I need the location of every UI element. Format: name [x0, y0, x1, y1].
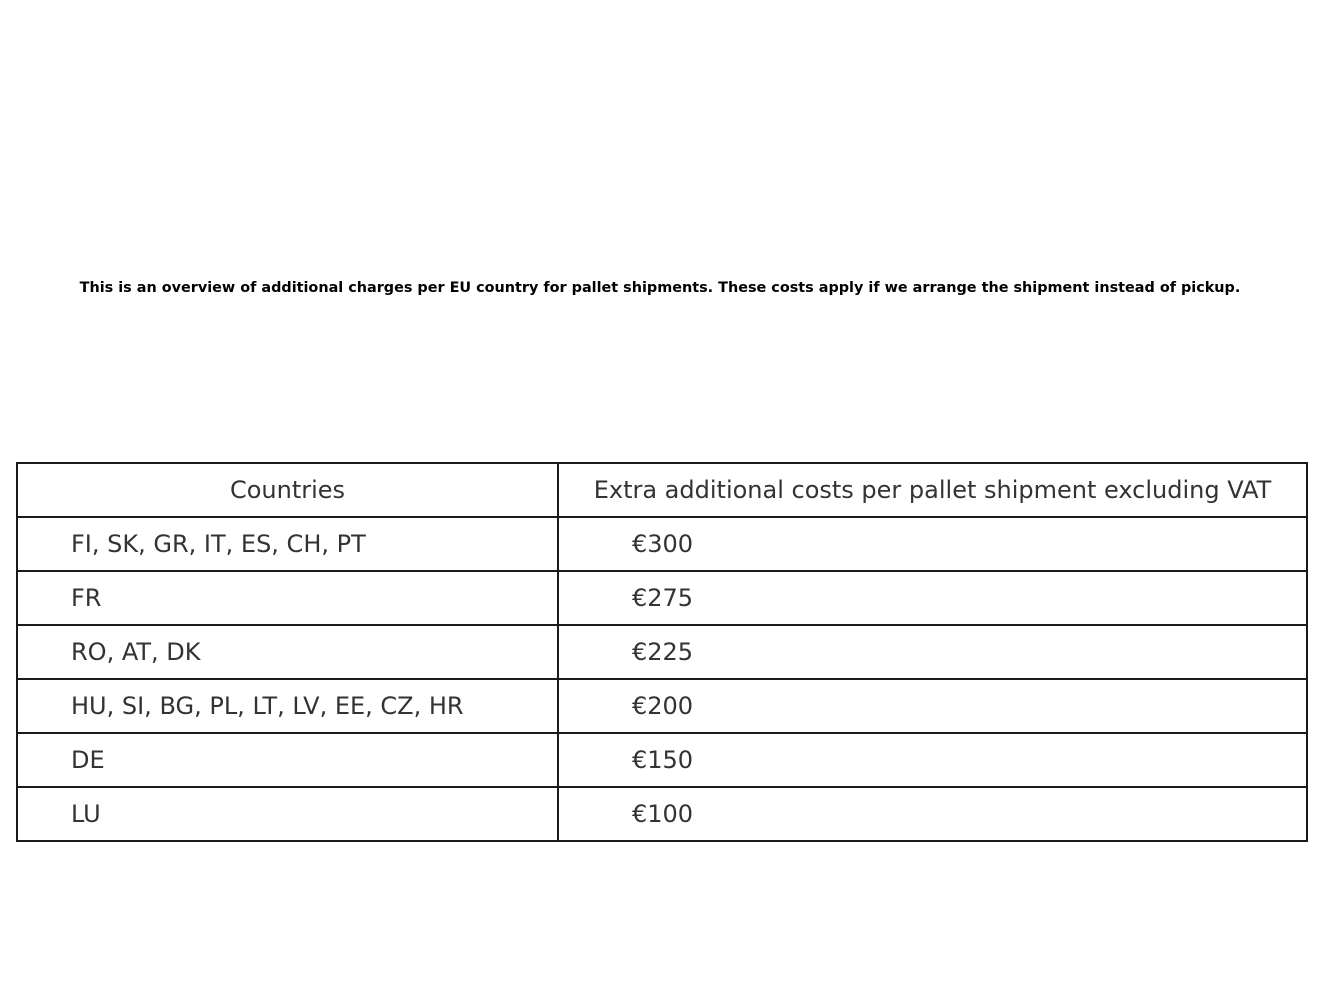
countries-column-header: Countries — [17, 463, 558, 517]
cost-cell: €225 — [558, 625, 1307, 679]
cost-cell: €150 — [558, 733, 1307, 787]
country-cell: HU, SI, BG, PL, LT, LV, EE, CZ, HR — [17, 679, 558, 733]
country-cell: RO, AT, DK — [17, 625, 558, 679]
cost-cell: €200 — [558, 679, 1307, 733]
table-row — [17, 625, 1307, 679]
pallet-charges-table — [16, 462, 1308, 842]
intro-text: This is an overview of additional charges per EU country for pallet shipments. These costs apply if we arrange the shipment instead of pickup. — [79, 280, 1241, 296]
table-row — [17, 571, 1307, 625]
cost-cell: €300 — [558, 517, 1307, 571]
table-header-row — [17, 463, 1307, 517]
country-cell: FR — [17, 571, 558, 625]
cost-cell: €100 — [558, 787, 1307, 841]
table-row — [17, 679, 1307, 733]
table-row — [17, 787, 1307, 841]
table-row — [17, 517, 1307, 571]
country-cell: FI, SK, GR, IT, ES, CH, PT — [17, 517, 558, 571]
country-cell: LU — [17, 787, 558, 841]
table-row — [17, 733, 1307, 787]
cost-column-header: Extra additional costs per pallet shipment excluding VAT — [558, 463, 1307, 517]
country-cell: DE — [17, 733, 558, 787]
cost-cell: €275 — [558, 571, 1307, 625]
